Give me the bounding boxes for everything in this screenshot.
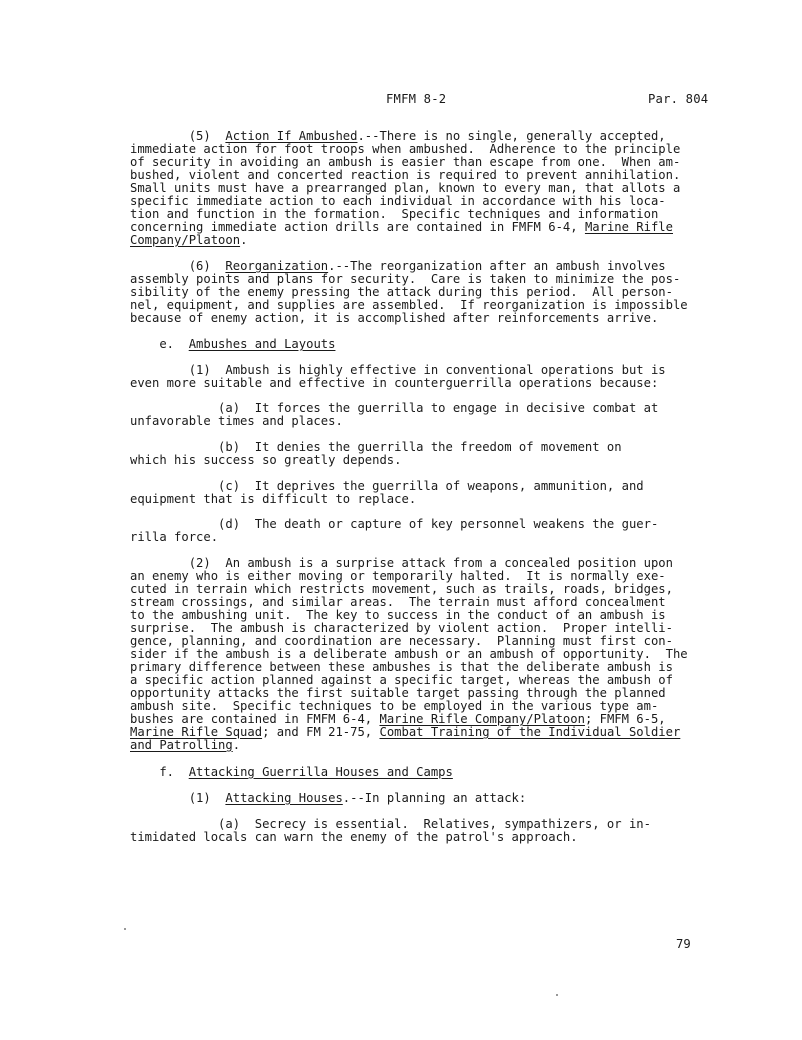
text-run: bushes are contained in FMFM 6-4, — [130, 712, 380, 726]
scan-speck — [556, 994, 558, 996]
text-run: f. — [130, 765, 189, 779]
text-run: .--There is no single, generally accepted, — [357, 129, 666, 143]
header-document-id: FMFM 8-2 — [386, 92, 447, 106]
section-e-heading — [130, 338, 730, 351]
text-run: equipment that is difficult to replace. — [130, 492, 417, 506]
text-run: (a) Secrecy is essential. Relatives, sympathizers, or in- — [130, 817, 651, 831]
underlined-text: Marine Rifle — [584, 220, 673, 234]
text-run: (2) An ambush is a surprise attack from a concealed position upon — [130, 556, 673, 570]
paragraph-f1a — [130, 818, 730, 844]
paragraph-e1d — [130, 518, 730, 544]
underlined-text: Attacking Guerrilla Houses and Camps — [188, 765, 453, 779]
section-f-heading — [130, 766, 730, 779]
scan-speck — [124, 928, 126, 930]
text-run: (5) — [130, 129, 226, 143]
text-run: bushed, violent and concerted reaction is required to prevent annihilation. — [130, 168, 681, 182]
header-paragraph-number: Par. 804 — [648, 92, 709, 106]
text-line — [130, 454, 730, 467]
text-line — [130, 493, 730, 506]
text-run: rilla force. — [130, 530, 219, 544]
underlined-text: Action If Ambushed — [225, 129, 358, 143]
text-run: concerning immediate action drills are contained in FMFM 6-4, — [130, 220, 585, 234]
underlined-text: Reorganization — [225, 259, 329, 273]
text-run: specific immediate action to each individual in accordance with his loca- — [130, 194, 666, 208]
text-run: .--The reorganization after an ambush involves — [328, 259, 666, 273]
text-run: ; FMFM 6-5, — [584, 712, 666, 726]
text-run: ; and FM 21-75, — [262, 725, 380, 739]
text-run: (b) It denies the guerrilla the freedom of movement on — [130, 440, 622, 454]
text-line — [130, 766, 730, 779]
text-run: (c) It deprives the guerrilla of weapons, ammunition, and — [130, 479, 644, 493]
underlined-text: Marine Rifle Squad — [130, 725, 263, 739]
underlined-text: Marine Rifle Company/Platoon — [379, 712, 585, 726]
text-line — [130, 312, 730, 325]
text-line — [130, 792, 730, 805]
paragraph-5-action-if-ambushed — [130, 130, 730, 247]
text-line — [130, 234, 730, 247]
text-run: . — [232, 738, 241, 752]
text-run: sider if the ambush is a deliberate ambush or an ambush of opportunity. The — [130, 647, 688, 661]
underlined-text: Attacking Houses — [225, 791, 343, 805]
text-run: even more suitable and effective in counterguerrilla operations because: — [130, 376, 659, 390]
text-run: immediate action for foot troops when ambushed. Adherence to the principle — [130, 142, 681, 156]
text-line — [130, 518, 730, 531]
text-line — [130, 531, 730, 544]
text-run: stream crossings, and similar areas. The terrain must afford concealment — [130, 595, 666, 609]
paragraph-e1a — [130, 402, 730, 428]
paragraph-f1 — [130, 792, 730, 805]
text-run: . — [240, 233, 248, 247]
text-line — [130, 831, 730, 844]
text-run: because of enemy action, it is accomplished after reinforcements arrive. — [130, 311, 659, 325]
text-run: primary difference between these ambushes is that the deliberate ambush is — [130, 660, 673, 674]
text-run: cuted in terrain which restricts movement, such as trails, roads, bridges, — [130, 582, 673, 596]
paragraph-e2 — [130, 557, 730, 752]
text-line — [130, 377, 730, 390]
text-run: (a) It forces the guerrilla to engage in decisive combat at — [130, 401, 659, 415]
text-run: a specific action planned against a specific target, whereas the ambush of — [130, 673, 673, 687]
text-run: gence, planning, and coordination are necessary. Planning must first con- — [130, 634, 673, 648]
page-number: 79 — [676, 937, 691, 951]
text-run: (1) — [130, 791, 226, 805]
text-run: assembly points and plans for security. Care is taken to minimize the pos- — [130, 272, 681, 286]
text-run: to the ambushing unit. The key to success in the conduct of an ambush is — [130, 608, 666, 622]
underlined-text: Ambushes and Layouts — [188, 337, 336, 351]
text-line — [130, 338, 730, 351]
text-run: surprise. The ambush is characterized by violent action. Proper intelli- — [130, 621, 673, 635]
text-run: tion and function in the formation. Specific techniques and information — [130, 207, 659, 221]
text-run: unfavorable times and places. — [130, 414, 343, 428]
paragraph-e1 — [130, 364, 730, 390]
text-run: (6) — [130, 259, 226, 273]
paragraph-e1c — [130, 480, 730, 506]
text-run: .--In planning an attack: — [342, 791, 527, 805]
text-run: (1) Ambush is highly effective in conventional operations but is — [130, 363, 666, 377]
text-run: opportunity attacks the first suitable target passing through the planned — [130, 686, 666, 700]
text-run: sibility of the enemy pressing the attack during this period. All person- — [130, 285, 673, 299]
paragraph-6-reorganization — [130, 260, 730, 325]
paragraph-e1b — [130, 441, 730, 467]
text-run: an enemy who is either moving or temporarily halted. It is normally exe- — [130, 569, 666, 583]
text-run: nel, equipment, and supplies are assembled. If reorganization is impossible — [130, 298, 688, 312]
text-run: of security in avoiding an ambush is easier than escape from one. When am- — [130, 155, 681, 169]
text-run: Small units must have a prearranged plan, known to every man, that allots a — [130, 181, 681, 195]
text-run: which his success so greatly depends. — [130, 453, 402, 467]
text-line — [130, 739, 730, 752]
text-run: (d) The death or capture of key personnel weakens the guer- — [130, 517, 659, 531]
text-run: e. — [130, 337, 189, 351]
underlined-text: and Patrolling — [130, 738, 233, 752]
text-run: ambush site. Specific techniques to be employed in the various type am- — [130, 699, 659, 713]
underlined-text: Company/Platoon — [130, 233, 241, 247]
underlined-text: Combat Training of the Individual Soldier — [379, 725, 681, 739]
text-line — [130, 415, 730, 428]
text-run: timidated locals can warn the enemy of the patrol's approach. — [130, 830, 578, 844]
